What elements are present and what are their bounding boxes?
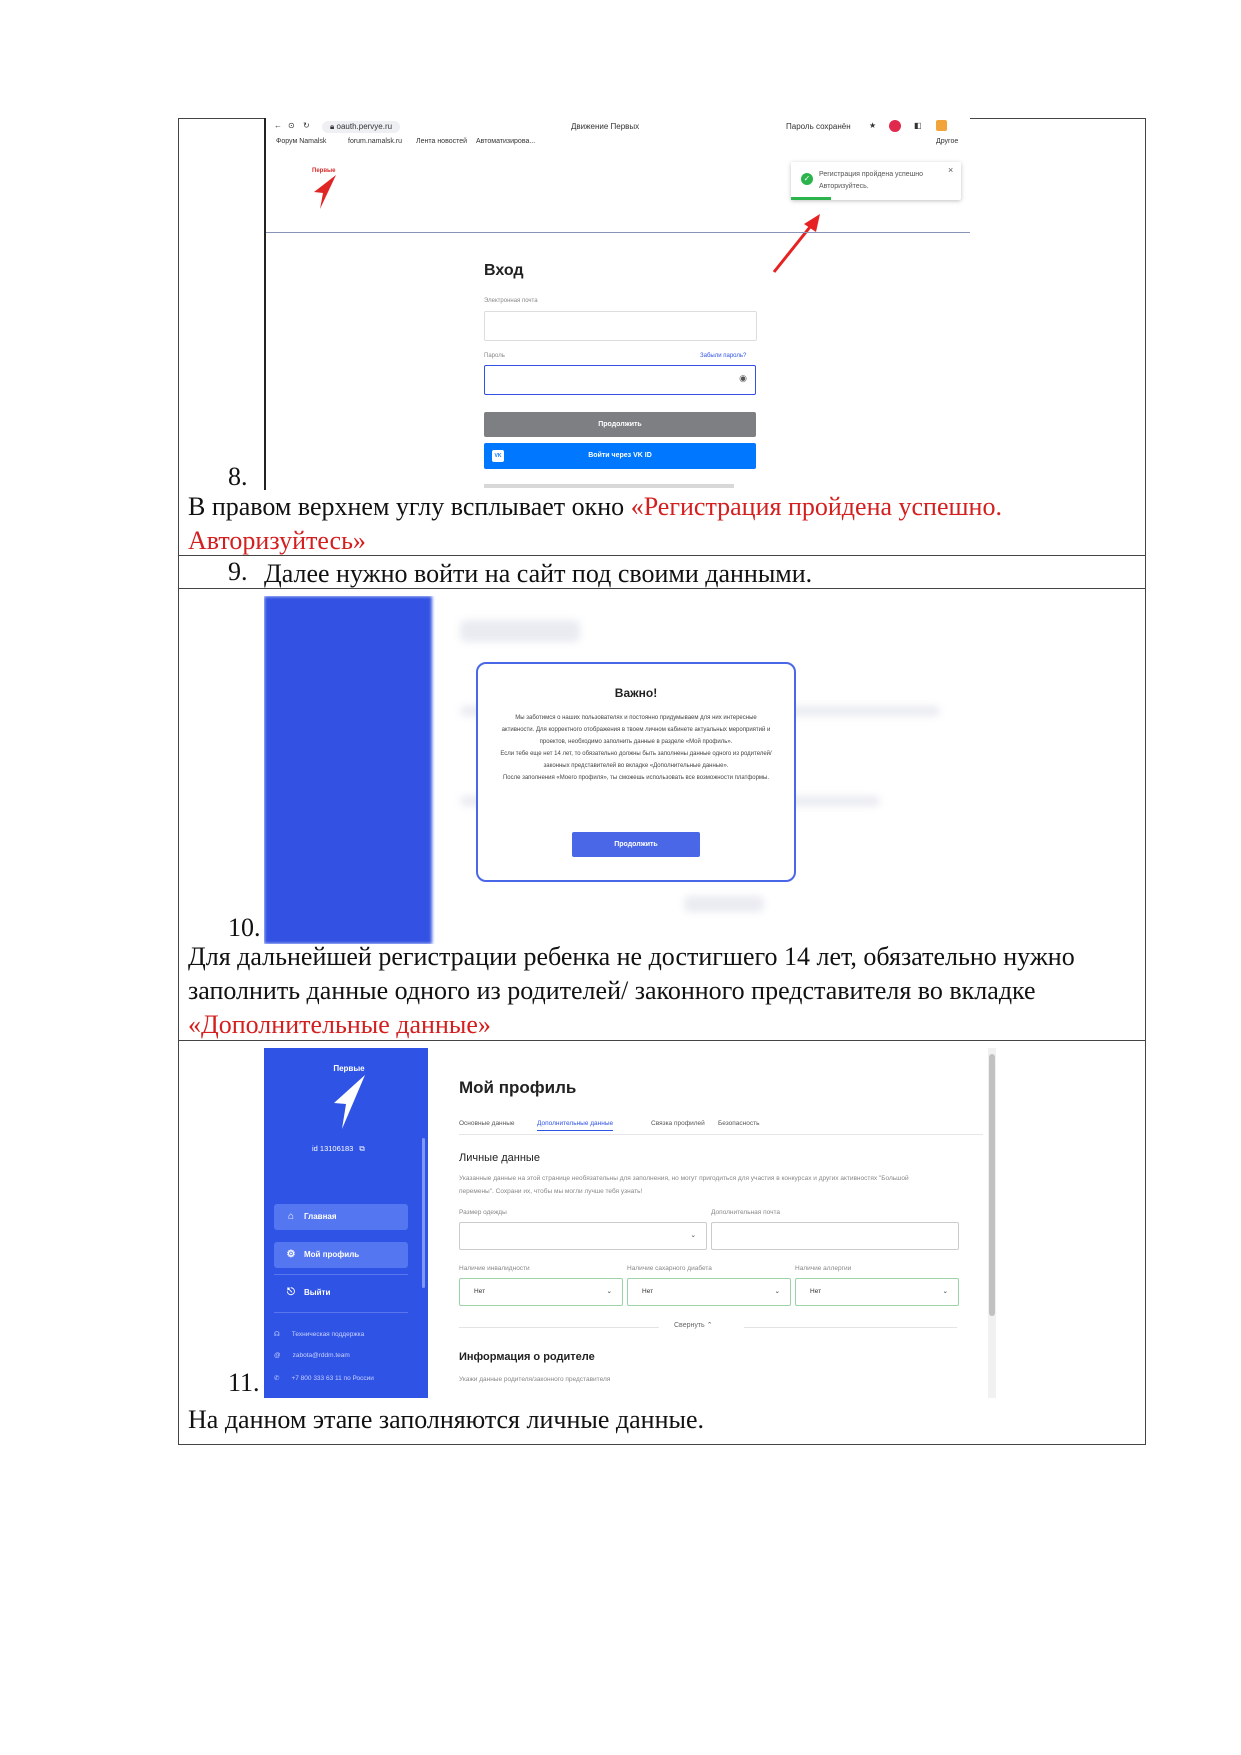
logo-text: Первые [333, 1064, 365, 1073]
row8-caption-text: В правом верхнем углу всплывает окно [188, 492, 631, 521]
forward-icon[interactable]: ⊙ [288, 121, 295, 130]
extra-email-field[interactable] [711, 1222, 959, 1250]
phone-icon: ✆ [274, 1375, 280, 1382]
row8-caption-highlight: «Регистрация пройдена успешно. [630, 492, 1002, 521]
support-label: Техническая поддержка [291, 1331, 365, 1338]
select-value: Нет [642, 1288, 654, 1295]
tab-profile-link[interactable]: Связка профилей [651, 1120, 705, 1127]
row9-caption: Далее нужно войти на сайт под своими данными. [264, 559, 813, 588]
modal-title: Важно! [614, 686, 658, 700]
at-icon: @ [274, 1352, 281, 1359]
password-saved-indicator[interactable]: Пароль сохранён [786, 122, 851, 131]
page-scrollbar[interactable] [988, 1048, 996, 1398]
email-link[interactable] [274, 1352, 350, 1359]
user-id [312, 1144, 365, 1154]
chevron-down-icon: ⌄ [690, 1232, 696, 1239]
select-value: Нет [474, 1288, 486, 1295]
email-label: Электронная почта [484, 298, 538, 304]
password-field[interactable] [484, 365, 756, 395]
collapse-label: Свернуть [674, 1322, 705, 1329]
scrollbar-thumb[interactable] [989, 1054, 995, 1316]
sidebar-divider [274, 1312, 408, 1313]
diabetes-select[interactable] [627, 1278, 791, 1306]
disability-select[interactable] [459, 1278, 623, 1306]
toast-message: Регистрация пройдена успешно [819, 171, 924, 178]
collapse-divider-right [744, 1327, 957, 1328]
blurred-button [684, 896, 764, 912]
step-number-11: 11. [228, 1368, 260, 1397]
page-title: Мой профиль [459, 1078, 577, 1097]
password-label: Пароль [484, 353, 505, 359]
row10-caption-highlight: «Дополнительные данные» [188, 1010, 491, 1039]
screenshot-important-modal [264, 596, 980, 944]
blurred-sidebar [264, 596, 432, 944]
toast-message-2: Авторизуйтесь. [819, 183, 869, 190]
arrow-logo-icon [312, 174, 338, 210]
allergy-select[interactable] [795, 1278, 959, 1306]
step-number-8: 8. [228, 462, 248, 491]
vk-button-label: Войти через VK ID [588, 452, 652, 459]
page-title: Движение Первых [571, 122, 640, 131]
toast-progress [791, 197, 831, 200]
select-value: Нет [810, 1288, 822, 1295]
other-bookmarks[interactable]: Другое [936, 138, 959, 145]
email-field[interactable] [484, 311, 757, 341]
clothing-size-select[interactable] [459, 1222, 707, 1250]
vk-login-button[interactable] [484, 443, 756, 469]
phone-link[interactable] [274, 1374, 374, 1382]
section-title: Личные данные [459, 1152, 540, 1164]
collapse-toggle[interactable] [674, 1321, 713, 1329]
address-bar[interactable] [322, 121, 400, 133]
sidebar-item-profile[interactable] [274, 1242, 408, 1268]
disability-label: Наличие инвалидности [459, 1265, 530, 1272]
row10-caption [188, 940, 1140, 1042]
parent-section-title: Информация о родителе [459, 1351, 595, 1363]
adblock-icon[interactable] [889, 120, 901, 132]
extra-email-label: Дополнительная почта [711, 1209, 781, 1216]
tab-security[interactable]: Безопасность [718, 1120, 760, 1127]
bookmarks-bar [266, 136, 970, 150]
bookmark-item[interactable]: forum.namalsk.ru [348, 138, 403, 145]
back-icon[interactable]: ← [274, 121, 282, 130]
blurred-title [460, 620, 580, 642]
profile-sidebar [264, 1048, 428, 1398]
lock-icon: 🔒︎ [330, 122, 335, 131]
modal-paragraph: Если тебе еще нет 14 лет, то обязательно должны быть заполнены данные одного из родителей/законных представителей во вкладке «Дополнительные данные». [500, 751, 772, 769]
check-circle-icon: ✓ [801, 173, 813, 185]
step-number-10: 10. [228, 913, 261, 942]
logo-text: Первые [312, 168, 336, 174]
header-divider [266, 232, 970, 233]
step-number-9: 9. [228, 557, 248, 586]
arrow-logo-icon [331, 1073, 367, 1131]
clothing-label: Размер одежды [459, 1209, 507, 1216]
sidebar-item-label: Мой профиль [304, 1250, 360, 1259]
row11-caption: На данном этапе заполняются личные данные. [188, 1405, 705, 1434]
sidebar-item-label: Главная [304, 1212, 337, 1221]
diabetes-label: Наличие сахарного диабета [627, 1265, 712, 1272]
sidebar-logo[interactable] [324, 1064, 374, 1136]
site-logo[interactable] [312, 168, 342, 215]
parent-section-description: Укажи данные родителя/законного представителя [459, 1376, 611, 1383]
footer-text-cut [484, 484, 734, 488]
tab-additional-data[interactable]: Дополнительные данные [537, 1120, 613, 1131]
profile-icon[interactable] [936, 120, 947, 131]
user-id-text: id 13106183 [312, 1144, 354, 1153]
forgot-password-link[interactable]: Забыли пароль? [700, 353, 747, 359]
modal-paragraph: Мы заботимся о наших пользователях и постоянно придумываем для них интересные активности. Для корректного отображения в твоем личном кабинете актуальных мероприятий и проектов, необходимо заполнить данные в разделе «Мой профиль». [501, 715, 771, 745]
chevron-down-icon: ⌄ [942, 1288, 948, 1295]
login-title: Вход [484, 262, 524, 279]
row10-caption-text: Для дальнейшей регистрации ребенка не достигшего 14 лет, обязательно нужно заполнить данные одного из родителей/ законного представителя во вкладке [188, 942, 1075, 1005]
screenshot-my-profile [264, 1048, 996, 1398]
sidebar-item-home[interactable] [274, 1204, 408, 1230]
table-right-border [1145, 118, 1146, 1445]
home-icon: ⌂ [287, 1211, 295, 1222]
table-bottom-border [178, 1444, 1146, 1445]
modal-body [500, 712, 772, 784]
chevron-down-icon: ⌄ [774, 1288, 780, 1295]
tabs-divider [459, 1134, 983, 1135]
extensions-icon[interactable]: ◧ [914, 121, 922, 130]
reload-icon[interactable]: ↻ [303, 121, 310, 130]
chevron-down-icon: ⌄ [606, 1288, 612, 1295]
screenshot-login-page [264, 118, 970, 490]
section-description: Указанные данные на этой странице необязательны для заполнения, но могут пригодиться для участия в конкурсах и других активностях "Большой перемены". Сохрани их, чтобы мы могли лучше тебя узнать! [459, 1175, 909, 1195]
sidebar-divider [274, 1274, 408, 1275]
gear-icon: ⚙ [286, 1249, 296, 1260]
close-icon[interactable]: × [948, 165, 954, 175]
continue-button[interactable]: Продолжить [484, 412, 756, 437]
bookmark-item[interactable]: Автоматизирова... [476, 138, 536, 145]
sidebar-item-label: Выйти [304, 1288, 331, 1297]
vk-icon: VK [492, 450, 504, 462]
success-toast [791, 162, 961, 200]
headset-icon: ☊ [274, 1331, 280, 1338]
table-left-border [178, 118, 179, 1445]
sidebar-scrollbar[interactable] [422, 1138, 425, 1288]
tab-main-data[interactable]: Основные данные [459, 1120, 515, 1127]
url-text: oauth.pervye.ru [336, 122, 393, 131]
bookmark-item[interactable]: Лента новостей [416, 138, 468, 145]
phone-label: +7 800 333 63 11 по России [291, 1375, 374, 1382]
annotation-arrow [766, 210, 826, 280]
bookmark-star-icon[interactable]: ★ [869, 121, 877, 130]
modal-paragraph: После заполнения «Моего профиля», ты сможешь использовать все возможности платформы. [502, 775, 770, 781]
row8-caption-highlight-2: Авторизуйтесь» [188, 526, 366, 555]
eye-icon[interactable]: ◉ [739, 373, 747, 383]
chevron-up-icon: ⌃ [706, 1322, 713, 1329]
browser-toolbar [266, 118, 970, 136]
support-link[interactable] [274, 1330, 364, 1338]
collapse-divider-left [459, 1327, 659, 1328]
modal-continue-button[interactable]: Продолжить [572, 832, 700, 857]
sidebar-item-logout[interactable] [274, 1280, 408, 1306]
allergy-label: Наличие аллергии [795, 1265, 852, 1272]
row8-caption [188, 490, 1138, 558]
logout-icon: ⎋ [287, 1287, 295, 1298]
email-label: zabota@rddm.team [292, 1352, 350, 1359]
bookmark-item[interactable]: Форум Namalsk [276, 138, 327, 145]
copy-icon[interactable]: ⧉ [359, 1144, 365, 1153]
important-modal [476, 662, 796, 882]
